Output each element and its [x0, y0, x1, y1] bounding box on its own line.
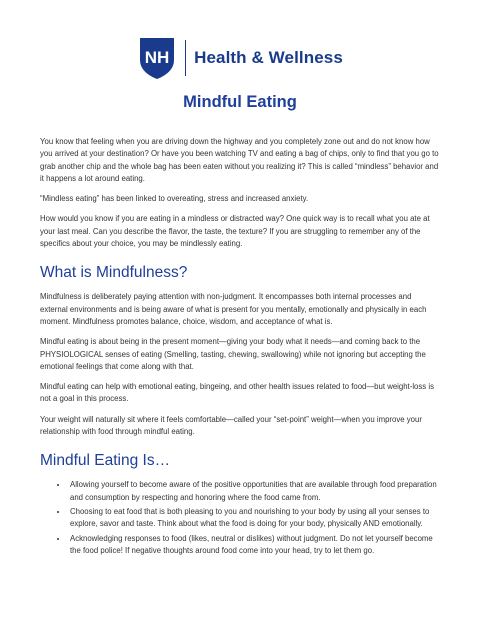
list-item: • Choosing to eat food that is both pleasing to you and nourishing to your body by using all your senses to explore, savor and taste. Think about what the food is doing for your body, physically AND emotionally. — [68, 506, 440, 531]
header-divider — [185, 40, 186, 76]
section-paragraph: Your weight will naturally sit where it feels comfortable—called your “set-point” weight—when you improve your relationship with food through mindful eating. — [40, 414, 422, 437]
section-paragraph: Mindful eating is about being in the present moment—giving your body what it needs—and coming back to the PHYSIOLOGICAL senses of eating (Smelling, tasting, chewing, swallowing) while not ignoring but accepting the emotional feelings that come along with that. — [40, 337, 426, 371]
bullet-list — [40, 479, 440, 557]
list-item: • Allowing yourself to become aware of the positive opportunities that are available through food preparation and consumption by respecting and honoring where the food came from. — [68, 479, 440, 504]
section-heading-mindfulness: What is Mindfulness? — [40, 264, 188, 282]
content — [40, 136, 440, 559]
header — [0, 36, 480, 80]
page-title: Mindful Eating — [183, 93, 297, 111]
section-heading-mindful-eating-is: Mindful Eating Is… — [40, 452, 171, 470]
intro-paragraph: How would you know if you are eating in a mindless or distracted way? One quick way is to recall what you ate at your last meal. Can you describe the flavor, the taste, the texture? If you are struggling to remember any of the specifics about your choice, you may be mindlessly eating. — [40, 214, 430, 249]
unh-shield-icon — [137, 36, 177, 80]
section-paragraph: Mindful eating can help with emotional eating, bingeing, and other health issues related to food—but weight-loss is not a goal in this process. — [40, 382, 434, 404]
logo-text: NH — [144, 48, 170, 67]
org-name: Health & Wellness — [194, 48, 343, 67]
list-item: • Acknowledging responses to food (likes, neutral or dislikes) without judgment. Do not let yourself become the food police! If negative thoughts around food come into your head, try to let them go. — [68, 533, 440, 558]
intro-paragraph: “Mindless eating” has been linked to overeating, stress and increased anxiety. — [40, 194, 309, 204]
section-paragraph: Mindfulness is deliberately paying attention with non-judgment. It encompasses both internal processes and external environments and is being aware of what is present for you mentally, emotionally and physically in each moment. Mindfulness promotes balance, choice, wisdom, and acceptance of what is. — [40, 292, 427, 326]
intro-paragraph: You know that feeling when you are driving down the highway and you completely zone out and do not know how you arrived at your destination? Or have you been watching TV and eating a bag of chips, only to find that you go to grab another chip and the whole bag has been eaten without you realizing it? This is called “mindless” behavior and it happens a lot around eating. — [40, 137, 439, 183]
